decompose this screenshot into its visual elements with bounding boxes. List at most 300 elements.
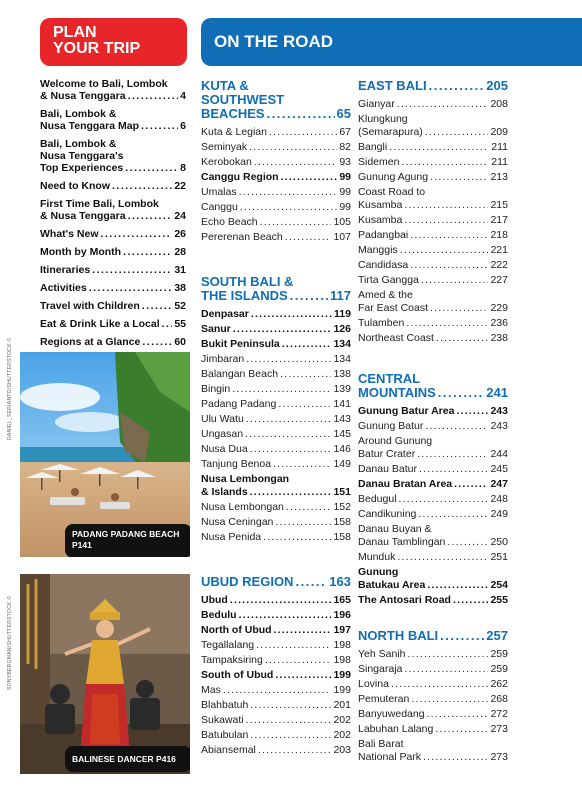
dot-leader	[245, 428, 331, 441]
plan-item-title: Bali, Lombok &	[40, 138, 117, 150]
toc-entry	[358, 678, 508, 691]
dot-leader	[275, 669, 331, 682]
toc-entry	[358, 738, 508, 764]
page-number: 255	[490, 594, 508, 606]
toc-entry	[201, 413, 351, 426]
dot-leader	[278, 398, 331, 411]
toc-entry-title: Bedugul	[358, 493, 397, 505]
page-number: 272	[490, 708, 508, 720]
plan-item-title: Month by Month	[40, 246, 122, 258]
photo-caption-beach	[65, 524, 190, 557]
dot-leader	[240, 201, 338, 214]
plan-item	[40, 300, 186, 312]
photo-credit-dancer: SONYBERGMAN/SHUTTERSTOCK ©	[7, 595, 13, 690]
caption-dancer-line1: BALINESE DANCER P416	[72, 754, 176, 764]
toc-entry	[201, 654, 351, 667]
toc-entry-title: Far East Coast	[358, 302, 429, 314]
toc-entry	[201, 501, 351, 514]
plan-item-title: Top Experiences	[40, 162, 124, 174]
page-number: 105	[333, 216, 351, 228]
dot-leader	[232, 383, 331, 396]
dot-leader	[249, 141, 337, 154]
toc-entry	[201, 338, 351, 351]
page-number: 213	[490, 171, 508, 183]
page-number: 221	[490, 244, 508, 256]
toc-entry-title: Danau Batur	[358, 463, 417, 475]
dot-leader	[399, 493, 489, 506]
dot-leader	[89, 282, 173, 294]
dot-leader	[454, 478, 488, 491]
toc-entry-title: Nusa Penida	[201, 531, 262, 543]
toc-entry-title: (Semarapura)	[358, 126, 423, 138]
dot-leader	[265, 654, 332, 667]
toc-entry-title: North of Ubud	[201, 624, 272, 636]
page-number: 248	[490, 493, 508, 505]
plan-item-title: Bali, Lombok &	[40, 108, 117, 120]
dot-leader	[162, 318, 173, 330]
dot-leader	[417, 448, 488, 461]
page-number: 229	[490, 302, 508, 314]
photo-caption-dancer	[65, 746, 190, 772]
page-number: 222	[490, 259, 508, 271]
toc-entry-title: Gunung	[358, 566, 399, 578]
section-page-number: 163	[329, 574, 351, 589]
toc-entry-title: Danau Bratan Area	[358, 478, 453, 490]
dot-leader	[404, 663, 488, 676]
toc-entry	[358, 98, 508, 111]
toc-entry-title: Tegallalang	[201, 639, 255, 651]
dot-leader	[404, 214, 488, 227]
plan-item	[40, 336, 186, 348]
toc-entry	[358, 274, 508, 287]
toc-entry	[358, 229, 508, 242]
dot-leader	[400, 244, 489, 257]
section-page-number: 205	[486, 78, 508, 93]
dot-leader	[269, 126, 337, 139]
page-number: 165	[333, 594, 351, 606]
toc-entry	[358, 648, 508, 661]
toc-entry-title: Echo Beach	[201, 216, 258, 228]
page-number: 99	[339, 171, 351, 183]
toc-entry	[201, 443, 351, 456]
toc-entry	[201, 744, 351, 757]
plan-item-title: & Nusa Tenggara	[40, 210, 126, 222]
dot-leader	[427, 708, 489, 721]
page-number: 143	[333, 413, 351, 425]
toc-entry	[201, 609, 351, 622]
dot-leader	[123, 246, 172, 258]
page-number: 197	[333, 624, 351, 636]
page-number: 254	[490, 579, 508, 591]
plan-item	[40, 138, 186, 174]
toc-entry	[358, 405, 508, 418]
page-number: 198	[333, 654, 351, 666]
dot-leader	[275, 516, 331, 529]
toc-entry	[358, 693, 508, 706]
page-number: 158	[333, 516, 351, 528]
toc-entry	[201, 216, 351, 229]
page-number: 203	[333, 744, 351, 756]
dot-leader	[251, 308, 332, 321]
page-number: 82	[339, 141, 351, 153]
page-number: 31	[174, 264, 186, 276]
page-number: 134	[333, 338, 351, 350]
caption-beach-line1: PADANG PADANG BEACH	[72, 529, 180, 539]
dot-leader	[425, 126, 489, 139]
plan-item-title: Nusa Tenggara's	[40, 150, 124, 162]
page-number: 6	[180, 120, 186, 132]
dot-leader	[285, 231, 332, 244]
dot-leader	[239, 186, 338, 199]
photo-credit-beach: DANIEL_SERIANTO/SHUTTERSTOCK ©	[7, 337, 13, 440]
toc-entry	[201, 398, 351, 411]
toc-entry-title: Singaraja	[358, 663, 403, 675]
page-number: 4	[180, 90, 186, 102]
toc-entry-title: Nusa Ceningan	[201, 516, 274, 528]
dot-leader	[239, 609, 332, 622]
toc-entry-title: Sanur	[201, 323, 231, 335]
section-title-text: CENTRAL	[358, 371, 421, 386]
toc-entry	[201, 624, 351, 637]
page-number: 249	[490, 508, 508, 520]
plan-item	[40, 228, 186, 240]
dot-leader	[429, 79, 485, 93]
dot-leader	[427, 579, 488, 592]
dot-leader	[233, 323, 332, 336]
section-title-text: KUTA &	[201, 78, 249, 93]
section-ubud-region	[201, 575, 351, 759]
plan-item	[40, 180, 186, 192]
toc-entry	[201, 186, 351, 199]
toc-entry	[358, 551, 508, 564]
dot-leader	[246, 714, 332, 727]
page-number: 119	[334, 308, 351, 320]
dot-leader	[281, 171, 338, 184]
toc-entry-title: Yeh Sanih	[358, 648, 406, 660]
toc-entry	[358, 523, 508, 549]
section-title-text: BEACHES	[201, 106, 265, 121]
dot-leader	[250, 443, 332, 456]
page-number: 209	[490, 126, 508, 138]
page-number: 217	[490, 214, 508, 226]
toc-entry	[201, 353, 351, 366]
dot-leader	[258, 744, 332, 757]
toc-entry	[358, 156, 508, 169]
toc-entry	[358, 420, 508, 433]
page-number: 202	[333, 729, 351, 741]
toc-entry-title: Tampaksiring	[201, 654, 263, 666]
toc-entry-title: Candikuning	[358, 508, 417, 520]
dot-leader	[397, 551, 488, 564]
plan-your-trip-banner	[40, 18, 187, 66]
page-number: 22	[174, 180, 186, 192]
toc-entry-title: Lovina	[358, 678, 389, 690]
toc-entry	[201, 171, 351, 184]
dot-leader	[435, 723, 488, 736]
section-title	[201, 275, 351, 303]
page-number: 268	[490, 693, 508, 705]
toc-entry	[358, 113, 508, 139]
page-number: 245	[490, 463, 508, 475]
toc-entry-title: Munduk	[358, 551, 396, 563]
page-number: 199	[333, 684, 351, 696]
toc-entry	[201, 428, 351, 441]
page-number: 262	[490, 678, 508, 690]
toc-entry-title: Ungasan	[201, 428, 244, 440]
toc-entry-title: Kuta & Legian	[201, 126, 267, 138]
dot-leader	[125, 162, 178, 174]
toc-entry	[358, 244, 508, 257]
page-number: 201	[333, 699, 351, 711]
dot-leader	[290, 289, 328, 303]
dot-leader	[295, 575, 327, 589]
page-number: 24	[174, 210, 186, 222]
section-east-bali	[358, 79, 508, 347]
toc-entry-title: Tulamben	[358, 317, 405, 329]
page-number: 138	[333, 368, 351, 380]
page-number: 259	[490, 648, 508, 660]
toc-entry	[201, 308, 351, 321]
page-number: 99	[339, 186, 351, 198]
toc-entry-title: Batur Crater	[358, 448, 416, 460]
dot-leader	[92, 264, 172, 276]
toc-entry-title: Abiansemal	[201, 744, 256, 756]
toc-entry-title: Ubud	[201, 594, 228, 606]
section-title-text: SOUTH BALI &	[201, 274, 294, 289]
toc-entry	[201, 156, 351, 169]
dot-leader	[246, 353, 331, 366]
dot-leader	[254, 156, 338, 169]
page-number: 243	[490, 405, 508, 417]
toc-entry	[358, 594, 508, 607]
toc-entry-title: Coast Road to	[358, 186, 426, 198]
toc-entry-title: Bedulu	[201, 609, 237, 621]
plan-item-title: What's New	[40, 228, 99, 240]
toc-entry	[358, 141, 508, 154]
plan-item-title: First Time Bali, Lombok	[40, 198, 159, 210]
page-number: 199	[333, 669, 351, 681]
section-north-bali	[358, 629, 508, 766]
toc-entry-title: & Islands	[201, 486, 248, 498]
toc-entry-title: Nusa Lembongan	[201, 473, 290, 485]
toc-entry	[201, 531, 351, 544]
toc-entry-title: Mas	[201, 684, 221, 696]
section-page-number: 117	[330, 288, 351, 303]
plan-item-title: Welcome to Bali, Lombok	[40, 78, 168, 90]
dot-leader	[142, 336, 172, 348]
toc-entry-title: Danau Tamblingan	[358, 536, 446, 548]
page-number: 236	[490, 317, 508, 329]
toc-entry	[201, 323, 351, 336]
toc-entry	[201, 201, 351, 214]
toc-entry	[201, 473, 351, 499]
toc-entry	[358, 723, 508, 736]
toc-entry-title: Kusamba	[358, 199, 403, 211]
toc-entry	[358, 259, 508, 272]
toc-entry-title: Klungkung	[358, 113, 408, 125]
plan-banner-line2: YOUR TRIP	[53, 40, 141, 57]
dot-leader	[397, 98, 489, 111]
dot-leader	[223, 684, 332, 697]
toc-entry	[201, 684, 351, 697]
dot-leader	[447, 536, 488, 549]
page-number: 247	[490, 478, 508, 490]
toc-entry-title: Around Gunung	[358, 435, 433, 447]
dot-leader	[263, 531, 331, 544]
section-title-text: NORTH BALI	[358, 628, 439, 643]
toc-entry-title: The Antosari Road	[358, 594, 451, 606]
page-number: 250	[490, 536, 508, 548]
toc-entry	[358, 171, 508, 184]
section-page-number: 257	[486, 628, 508, 643]
toc-entry-title: Seminyak	[201, 141, 248, 153]
dot-leader	[280, 368, 331, 381]
on-the-road-banner: ON THE ROAD	[201, 18, 582, 66]
toc-entry	[201, 639, 351, 652]
padang-padang-beach-photo	[20, 352, 190, 557]
toc-entry	[358, 566, 508, 592]
section-title-text: EAST BALI	[358, 78, 427, 93]
toc-entry-title: Northeast Coast	[358, 332, 434, 344]
toc-entry-title: Danau Buyan &	[358, 523, 432, 535]
page-number: 60	[174, 336, 186, 348]
toc-entry-title: Balangan Beach	[201, 368, 279, 380]
dot-leader	[404, 199, 488, 212]
section-south-bali-islands	[201, 275, 351, 546]
toc-entry-title: Amed & the	[358, 289, 413, 301]
page-number: 28	[174, 246, 186, 258]
toc-entry-title: Manggis	[358, 244, 398, 256]
toc-entry	[201, 714, 351, 727]
dot-leader	[250, 486, 332, 499]
page-number: 238	[490, 332, 508, 344]
toc-entry-title: Padang Padang	[201, 398, 277, 410]
page-number: 139	[333, 383, 351, 395]
page-number: 273	[490, 723, 508, 735]
dot-leader	[250, 699, 331, 712]
toc-entry-title: Labuhan Lalang	[358, 723, 434, 735]
toc-entry-title: Bali Barat	[358, 738, 404, 750]
dot-leader	[410, 259, 488, 272]
dot-leader	[430, 171, 488, 184]
dot-leader	[408, 648, 489, 661]
page-number: 244	[490, 448, 508, 460]
dot-leader	[391, 678, 489, 691]
page-number: 211	[491, 156, 508, 168]
toc-entry	[358, 663, 508, 676]
toc-entry-title: Gianyar	[358, 98, 395, 110]
toc-entry-title: Kerobokan	[201, 156, 252, 168]
section-title	[358, 79, 508, 93]
section-title	[358, 372, 508, 400]
dot-leader	[410, 229, 488, 242]
dot-leader	[421, 274, 489, 287]
toc-entry-title: Banyuwedang	[358, 708, 425, 720]
plan-item	[40, 108, 186, 132]
page-number: 243	[490, 420, 508, 432]
page-number: 158	[333, 531, 351, 543]
dot-leader	[250, 729, 331, 742]
dot-leader	[453, 594, 489, 607]
plan-item	[40, 198, 186, 222]
toc-entry	[358, 435, 508, 461]
section-title	[201, 575, 351, 589]
toc-entry	[358, 317, 508, 330]
dot-leader	[274, 624, 332, 637]
page-number: 93	[339, 156, 351, 168]
toc-entry-title: South of Ubud	[201, 669, 274, 681]
page-number: 8	[180, 162, 186, 174]
plan-item	[40, 264, 186, 276]
dot-leader	[256, 639, 331, 652]
toc-entry	[358, 463, 508, 476]
page-number: 215	[490, 199, 508, 211]
page-number: 141	[333, 398, 351, 410]
plan-your-trip-list	[40, 78, 186, 354]
dot-leader	[112, 180, 172, 192]
toc-entry-title: Batukau Area	[358, 579, 426, 591]
plan-item-title: Travel with Children	[40, 300, 140, 312]
section-page-number: 241	[486, 385, 508, 400]
page-number: 202	[333, 714, 351, 726]
caption-beach-line2: P141	[72, 540, 92, 550]
plan-item	[40, 282, 186, 294]
toc-entry-title: Gunung Batur Area	[358, 405, 455, 417]
toc-entry-title: Canggu Region	[201, 171, 279, 183]
toc-entry	[358, 708, 508, 721]
toc-entry	[201, 231, 351, 244]
toc-entry-title: Denpasar	[201, 308, 249, 320]
dot-leader	[440, 629, 484, 643]
section-title-text: UBUD REGION	[201, 574, 294, 589]
balinese-dancer-photo	[20, 574, 190, 774]
plan-item-title: Regions at a Glance	[40, 336, 141, 348]
toc-entry	[358, 508, 508, 521]
page-number: 152	[333, 501, 351, 513]
page-number: 67	[339, 126, 351, 138]
toc-entry	[201, 669, 351, 682]
plan-item-title: Eat & Drink Like a Local	[40, 318, 160, 330]
toc-entry-title: Jimbaran	[201, 353, 245, 365]
toc-entry-title: National Park	[358, 751, 422, 763]
plan-item	[40, 318, 186, 330]
dot-leader	[128, 210, 173, 222]
dot-leader	[260, 216, 332, 229]
plan-item-title: Need to Know	[40, 180, 110, 192]
page-number: 134	[333, 353, 351, 365]
page-number: 251	[490, 551, 508, 563]
page-number: 107	[333, 231, 351, 243]
plan-banner-line1: PLAN	[53, 24, 97, 41]
plan-item-title: Activities	[40, 282, 87, 294]
toc-entry-title: Gunung Agung	[358, 171, 429, 183]
page-number: 145	[333, 428, 351, 440]
page-number: 26	[174, 228, 186, 240]
dot-leader	[418, 508, 488, 521]
plan-item-title: Nusa Tenggara Map	[40, 120, 139, 132]
page-number: 218	[490, 229, 508, 241]
page-number: 126	[333, 323, 351, 335]
toc-entry-title: Batubulan	[201, 729, 249, 741]
toc-entry	[201, 516, 351, 529]
dot-leader	[430, 302, 488, 315]
page-number: 38	[174, 282, 186, 294]
toc-entry-title: Pemuteran	[358, 693, 410, 705]
toc-entry	[358, 214, 508, 227]
section-central-mountains	[358, 372, 508, 609]
section-title-text: MOUNTAINS	[358, 385, 436, 400]
toc-entry	[201, 729, 351, 742]
